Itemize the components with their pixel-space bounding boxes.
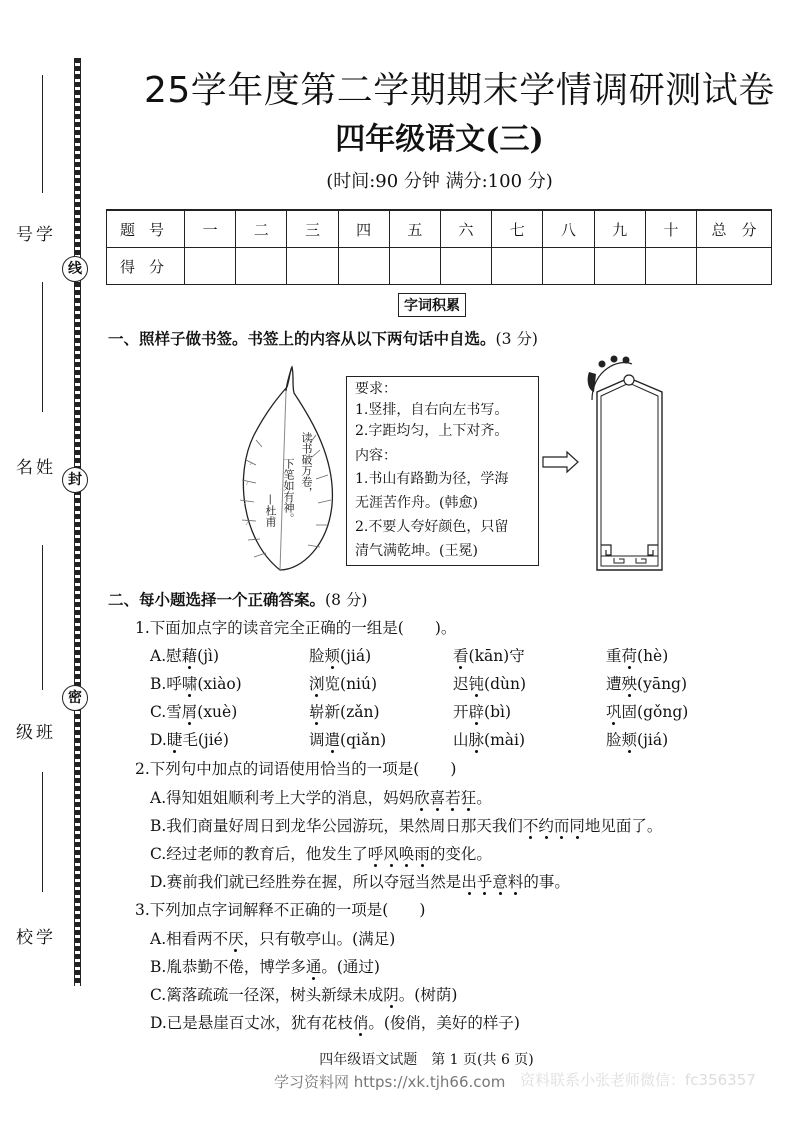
q2-1-option-b-item4: 遭殃(yāng): [606, 672, 687, 694]
dotted-char: 料: [508, 870, 524, 892]
q1-heading: [108, 327, 538, 349]
score-table-score-row: [107, 248, 772, 285]
score-cell[interactable]: [440, 248, 491, 285]
score-cell[interactable]: [492, 248, 543, 285]
binding-rule-right: [80, 58, 81, 986]
page-footer: 四年级语文试题 第 1 页(共 6 页): [319, 1052, 534, 1068]
side-label-name: 姓名: [12, 457, 52, 493]
side-rule: [42, 545, 43, 690]
q2-1-option-a-item1: A.慰藉(jì): [150, 644, 219, 666]
section-tag: 字词积累: [398, 293, 466, 317]
content-item: 无涯苦作舟。(韩愈): [355, 495, 478, 511]
dotted-char: 而: [554, 814, 570, 836]
site-link[interactable]: 学习资料网 https://xk.tjh66.com: [274, 1073, 506, 1091]
score-col: 九: [594, 210, 645, 248]
q2-points: (8 分): [325, 591, 368, 609]
dotted-char: 唤: [399, 842, 415, 864]
dotted-char: 不: [523, 814, 539, 836]
q2-1-option-b-item2: 浏览(niú): [309, 672, 377, 694]
side-label-school: 学校: [12, 927, 52, 963]
dotted-char: 呼: [368, 842, 384, 864]
q1-points: (3 分): [495, 330, 538, 348]
q2-3-option-c: C.篱落疏疏一径深，树头新绿未成阴。(树荫): [150, 983, 457, 1005]
q2-heading: [108, 588, 367, 610]
blank-bookmark-illustration: [584, 350, 674, 576]
q2-1-option-a-item3: 看(kān)守: [453, 644, 525, 666]
content-title: 内容：: [355, 448, 397, 464]
q2-2-option-c: C.经过老师的教育后，他发生了呼风唤雨的变化。: [150, 842, 492, 864]
content-item: 清气满乾坤。(王冕): [355, 543, 478, 559]
score-table-row-head: 题号: [107, 210, 185, 248]
dotted-char: 狂: [461, 786, 477, 808]
score-col: 五: [389, 210, 440, 248]
q2-3-option-d: D.已是悬崖百丈冰，犹有花枝俏。(俊俏，美好的样子): [150, 1011, 520, 1033]
q2-1-option-a-item4: 重荷(hè): [606, 644, 668, 666]
dotted-char: 意: [492, 870, 508, 892]
q2-heading-text: 二、每小题选择一个正确答案。: [108, 591, 326, 609]
score-cell[interactable]: [338, 248, 389, 285]
binding-rule-left: [74, 58, 75, 986]
dotted-word: [461, 873, 523, 891]
dotted-char: 乎: [477, 870, 493, 892]
q2-1-option-b-item1: B.呼啸(xiào): [150, 672, 242, 694]
leaf-text-col1: 读书破万卷，: [300, 432, 313, 498]
side-rule: [42, 772, 43, 892]
q2-1-option-c-item1: C.雪屑(xuè): [150, 700, 237, 722]
score-cell[interactable]: [697, 248, 772, 285]
q2-2-option-a: A.得知姐姐顺利考上大学的消息，妈妈欣喜若狂。: [150, 786, 492, 808]
score-col: 三: [287, 210, 338, 248]
q2-1-option-c-item3: 开辟(bì): [453, 700, 511, 722]
dotted-char: 欣: [414, 786, 430, 808]
score-cell[interactable]: [594, 248, 645, 285]
q2-1-stem: 1.下面加点字的读音完全正确的一组是( )。: [135, 619, 457, 637]
score-col: 一: [185, 210, 236, 248]
q1-heading-text: 一、照样子做书签。书签上的内容从以下两句话中自选。: [108, 330, 496, 348]
q2-1-option-a-item2: 脸颊(jiá): [309, 644, 371, 666]
q2-1-option-d-item2: 调遣(qiǎn): [309, 728, 386, 750]
exam-title: 25学年度第二学期期末学情调研测试卷: [144, 70, 775, 111]
side-rule: [42, 282, 43, 412]
score-cell[interactable]: [645, 248, 696, 285]
score-cell[interactable]: [236, 248, 287, 285]
q2-3-stem: 3.下列加点字词解释不正确的一项是( ): [135, 901, 426, 919]
score-table-row-head: 得分: [107, 248, 185, 285]
score-cell[interactable]: [287, 248, 338, 285]
q2-1-option-d-item3: 山脉(mài): [453, 728, 525, 750]
content-item: 1.书山有路勤为径，学海: [355, 471, 509, 487]
exam-meta: (时间:90 分钟 满分:100 分): [326, 171, 553, 192]
q2-2-stem: 2.下列句中加点的词语使用恰当的一项是( ): [135, 760, 457, 778]
leaf-text-col3: —杜甫: [264, 494, 277, 527]
q2-3-option-b: B.胤恭勤不倦，博学多通。(通过): [150, 955, 380, 977]
q2-1-option-d-item1: D.睫毛(jié): [150, 728, 229, 750]
q2-1-option-d-item4: 脸颊(jiá): [606, 728, 668, 750]
side-label-class: 班级: [12, 722, 52, 758]
q2-3-option-a: A.相看两不厌，只有敬亭山。(满足): [150, 927, 395, 949]
score-table: [106, 209, 772, 285]
q2-1-option-c-item2: 崭新(zǎn): [309, 700, 380, 722]
req-title: 要求：: [355, 381, 397, 397]
dotted-char: 出: [461, 870, 477, 892]
content-item: 2.不要人夸好颜色，只留: [355, 519, 509, 535]
leaf-text-col2: 下笔如有神。: [282, 458, 295, 524]
seal-line: 线: [62, 256, 88, 282]
seal-seal: 封: [62, 467, 88, 493]
dotted-char: 雨: [414, 842, 430, 864]
score-col: 六: [440, 210, 491, 248]
exam-subtitle: 四年级语文(三): [335, 122, 544, 157]
score-col: 八: [543, 210, 594, 248]
q2-2-option-d: D.赛前我们就已经胜券在握，所以夺冠当然是出乎意料的事。: [150, 870, 570, 892]
score-col-total: 总 分: [697, 210, 772, 248]
dotted-char: 风: [383, 842, 399, 864]
q2-2-option-b: B.我们商量好周日到龙华公园游玩，果然周日那天我们不约而同地见面了。: [150, 814, 662, 836]
score-col: 七: [492, 210, 543, 248]
dotted-word: [523, 817, 585, 835]
score-table-header-row: [107, 210, 772, 248]
dotted-char: 喜: [430, 786, 446, 808]
req-item: 1.竖排，自右向左书写。: [355, 402, 509, 418]
score-col: 十: [645, 210, 696, 248]
dotted-word: [368, 845, 430, 863]
req-item: 2.字距均匀，上下对齐。: [355, 423, 509, 439]
seal-secret: 密: [62, 685, 88, 711]
dotted-char: 约: [538, 814, 554, 836]
q2-1-option-c-item4: 巩固(gǒng): [606, 700, 688, 722]
watermark: 资料联系小张老师微信：fc356357: [520, 1071, 756, 1089]
q2-1-option-b-item3: 迟钝(dùn): [453, 672, 526, 694]
score-cell[interactable]: [543, 248, 594, 285]
requirement-box: [346, 376, 539, 566]
dotted-char: 若: [445, 786, 461, 808]
score-cell[interactable]: [389, 248, 440, 285]
dotted-char: 同: [569, 814, 585, 836]
score-col: 四: [338, 210, 389, 248]
score-cell[interactable]: [185, 248, 236, 285]
arrow-right-icon: [541, 450, 581, 474]
side-label-student-id: 学号: [12, 224, 52, 260]
dotted-word: [414, 789, 476, 807]
score-col: 二: [236, 210, 287, 248]
